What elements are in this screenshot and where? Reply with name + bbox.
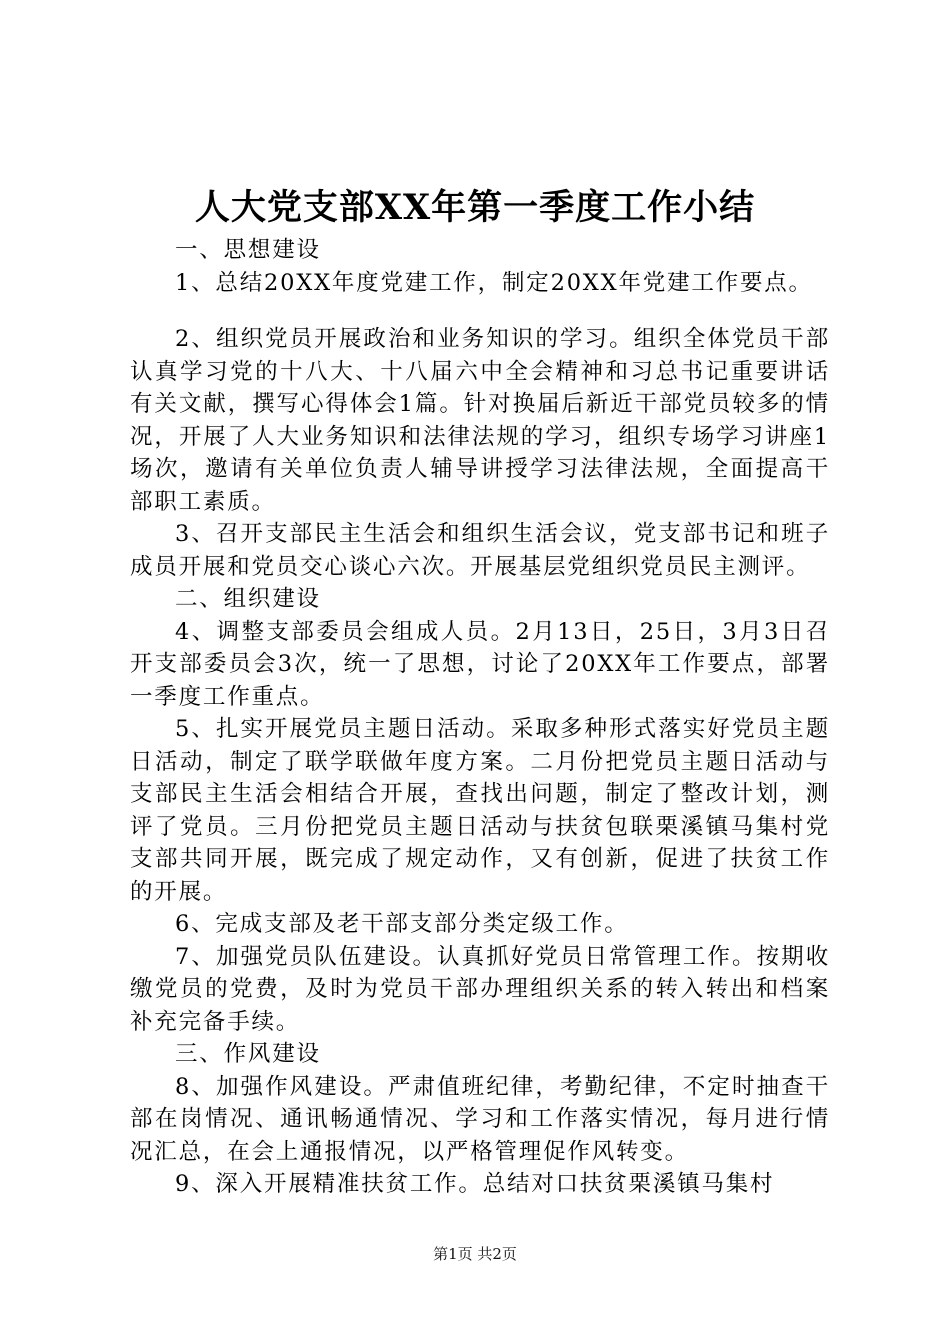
section-heading-ideology: 一、思想建设 xyxy=(175,237,321,263)
section-heading-style: 三、作风建设 xyxy=(175,1041,321,1067)
paragraph-gap xyxy=(130,299,830,323)
paragraph-9: 9、深入开展精准扶贫工作。总结对口扶贫栗溪镇马集村 xyxy=(175,1171,775,1197)
paragraph-7: 7、加强党员队伍建设。认真抓好党员日常管理工作。按期收缴党员的党费，及时为党员干部办理组织关系的转入转出和档案补充完备手续。 xyxy=(130,943,830,1035)
paragraph-3: 3、召开支部民主生活会和组织生活会议，党支部书记和班子成员开展和党员交心谈心六次。开展基层党组织党员民主测评。 xyxy=(130,521,830,580)
paragraph-8: 8、加强作风建设。严肃值班纪律，考勤纪律，不定时抽查干部在岗情况、通讯畅通情况、学习和工作落实情况，每月进行情况汇总，在会上通报情况，以严格管理促作风转变。 xyxy=(130,1073,830,1165)
page-number-footer: 第1页 共2页 xyxy=(433,1245,517,1263)
paragraph-4: 4、调整支部委员会组成人员。2月13日，25日，3月3日召开支部委员会3次，统一了思想，讨论了20XX年工作要点，部署一季度工作重点。 xyxy=(130,618,830,710)
paragraph-5: 5、扎实开展党员主题日活动。采取多种形式落实好党员主题日活动，制定了联学联做年度方案。二月份把党员主题日活动与支部民主生活会相结合开展，查找出问题，制定了整改计划，测评了党员。三月份把党员主题日活动与扶贫包联栗溪镇马集村党支部共同开展，既完成了规定动作，又有创新，促进了扶贫工作的开展。 xyxy=(130,716,830,905)
section-heading-organization: 二、组织建设 xyxy=(175,586,321,612)
paragraph-6: 6、完成支部及老干部支部分类定级工作。 xyxy=(175,911,629,937)
document-title: 人大党支部XX年第一季度工作小结 xyxy=(194,187,756,228)
paragraph-2: 2、组织党员开展政治和业务知识的学习。组织全体党员干部认真学习党的十八大、十八届六中全会精神和习总书记重要讲话有关文献，撰写心得体会1篇。针对换届后新近干部党员较多的情况，开展了人大业务知识和法律法规的学习，组织专场学习讲座1场次，邀请有关单位负责人辅导讲授学习法律法规，全面提高干部职工素质。 xyxy=(130,326,830,515)
document-body xyxy=(130,234,830,1201)
paragraph-1: 1、总结20XX年度党建工作，制定20XX年党建工作要点。 xyxy=(175,269,813,296)
